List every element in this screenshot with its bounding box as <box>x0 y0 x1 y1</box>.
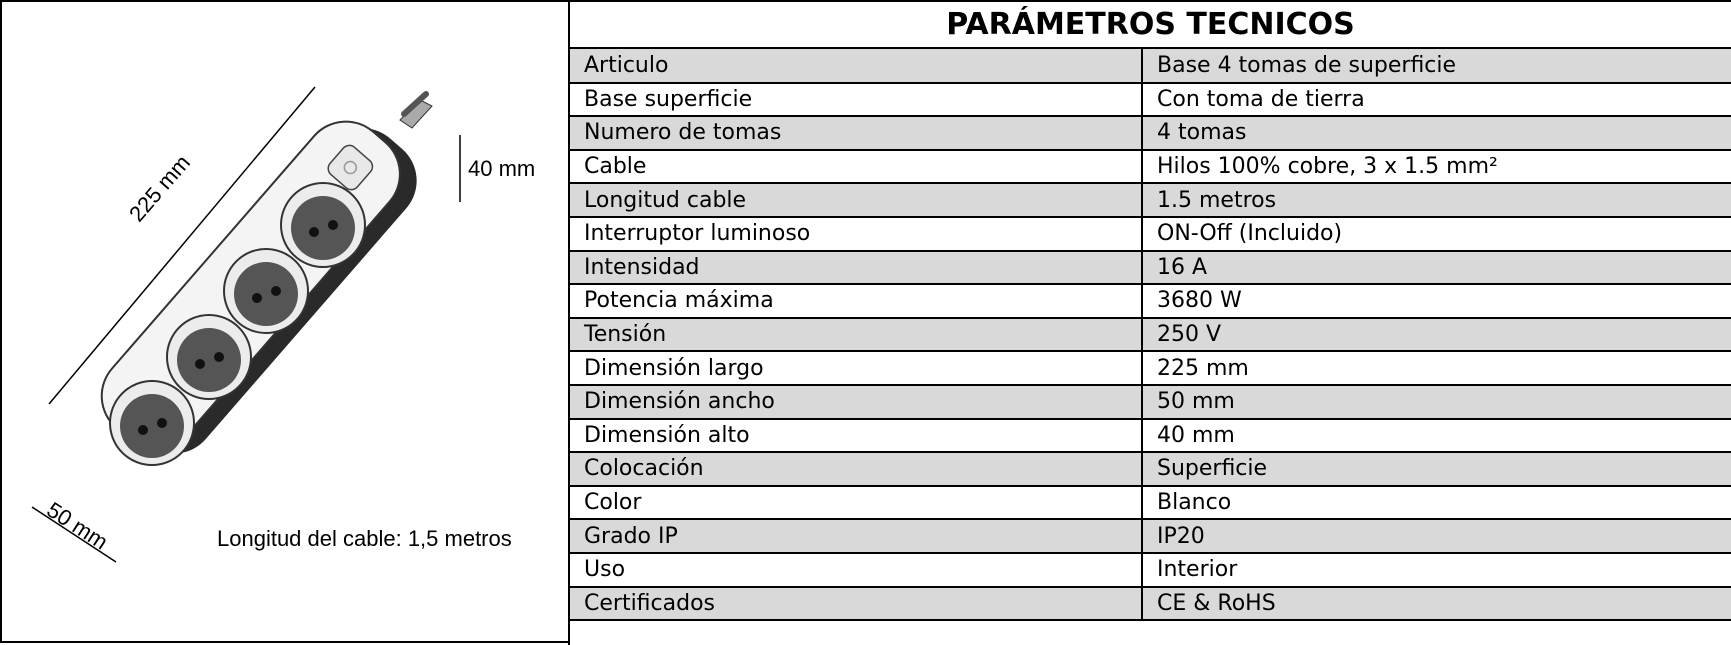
spec-value: ON-Off (Incluido) <box>1142 217 1731 251</box>
spec-value: 250 V <box>1142 318 1731 352</box>
product-illustration-panel <box>0 0 568 643</box>
spec-row <box>570 284 1731 318</box>
spec-row <box>570 251 1731 285</box>
spec-name: Tensión <box>570 318 1142 352</box>
spec-value: 4 tomas <box>1142 116 1731 150</box>
spec-row <box>570 217 1731 251</box>
spec-name: Intensidad <box>570 251 1142 285</box>
width-dimension-label: 50 mm <box>42 497 113 555</box>
spec-row <box>570 419 1731 453</box>
spec-name: Grado IP <box>570 519 1142 553</box>
spec-name: Cable <box>570 150 1142 184</box>
spec-name: Dimensión alto <box>570 419 1142 453</box>
spec-value: 1.5 metros <box>1142 183 1731 217</box>
cable-length-caption: Longitud del cable: 1,5 metros <box>217 526 512 551</box>
spec-name: Longitud cable <box>570 183 1142 217</box>
spec-row <box>570 452 1731 486</box>
spec-row <box>570 183 1731 217</box>
spec-value: Hilos 100% cobre, 3 x 1.5 mm² <box>1142 150 1731 184</box>
spec-row <box>570 83 1731 117</box>
spec-row <box>570 49 1731 83</box>
spec-value: 3680 W <box>1142 284 1731 318</box>
spec-row <box>570 385 1731 419</box>
spec-value: 50 mm <box>1142 385 1731 419</box>
specifications-panel <box>568 0 1731 645</box>
spec-row <box>570 351 1731 385</box>
spec-name: Dimensión largo <box>570 351 1142 385</box>
spec-row <box>570 519 1731 553</box>
height-dimension-label: 40 mm <box>468 156 536 181</box>
spec-name: Color <box>570 486 1142 520</box>
spec-value: 225 mm <box>1142 351 1731 385</box>
spec-row <box>570 486 1731 520</box>
spec-name: Dimensión ancho <box>570 385 1142 419</box>
spec-value: CE & RoHS <box>1142 587 1731 621</box>
spec-value: IP20 <box>1142 519 1731 553</box>
spec-name: Colocación <box>570 452 1142 486</box>
spec-name: Potencia máxima <box>570 284 1142 318</box>
spec-name: Interruptor luminoso <box>570 217 1142 251</box>
spec-value: Interior <box>1142 553 1731 587</box>
spec-row <box>570 553 1731 587</box>
spec-row <box>570 150 1731 184</box>
spec-name: Base superficie <box>570 83 1142 117</box>
spec-row <box>570 116 1731 150</box>
spec-row <box>570 587 1731 621</box>
spec-value: Base 4 tomas de superficie <box>1142 49 1731 83</box>
spec-name: Articulo <box>570 49 1142 83</box>
spec-value: Blanco <box>1142 486 1731 520</box>
spec-value: Con toma de tierra <box>1142 83 1731 117</box>
spec-value: 40 mm <box>1142 419 1731 453</box>
spec-value: Superficie <box>1142 452 1731 486</box>
spec-value: 16 A <box>1142 251 1731 285</box>
specifications-title: PARÁMETROS TECNICOS <box>570 2 1731 49</box>
length-dimension-label: 225 mm <box>124 150 196 227</box>
spec-name: Numero de tomas <box>570 116 1142 150</box>
specifications-table <box>570 49 1731 621</box>
spec-name: Uso <box>570 553 1142 587</box>
spec-name: Certificados <box>570 587 1142 621</box>
spec-row <box>570 318 1731 352</box>
